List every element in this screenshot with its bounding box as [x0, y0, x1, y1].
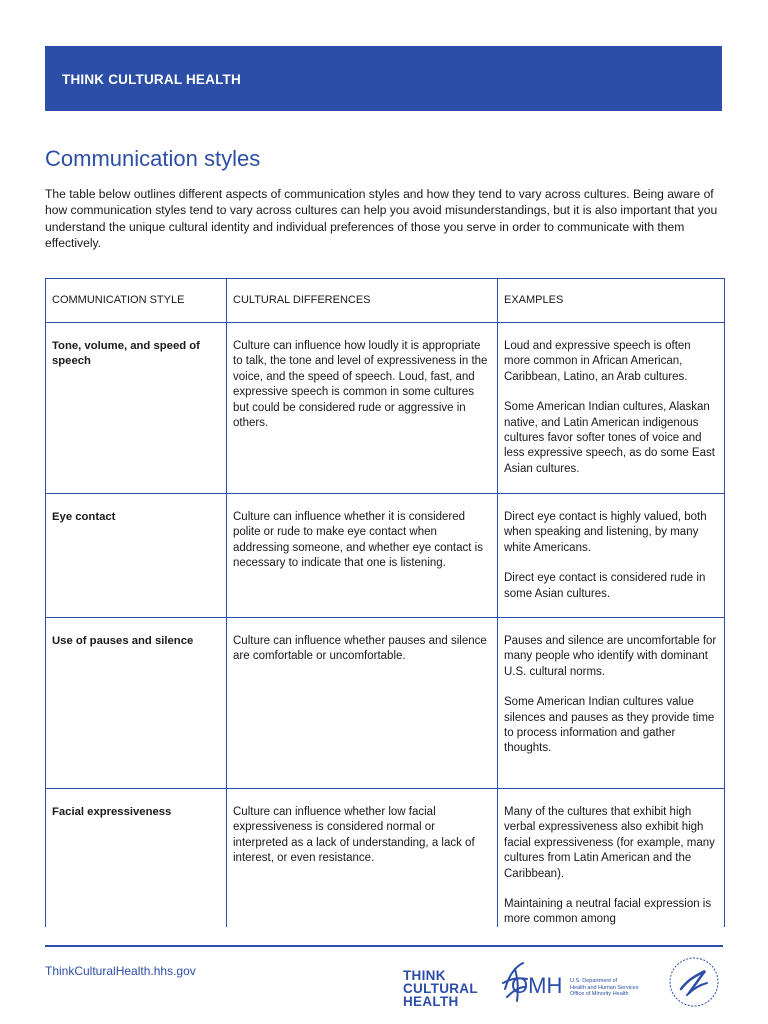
- differences-cell: Culture can influence whether it is considered polite or rude to make eye contact when addressing someone, and whether eye contact is necessary to indicate that one is listening.: [227, 494, 498, 618]
- logo-line: HEALTH: [403, 994, 459, 1009]
- examples-cell: [498, 789, 725, 928]
- example-text: Many of the cultures that exhibit high verbal expressiveness also exhibit high facial expressiveness (for example, many cultures from Latin American and the Caribbean).: [504, 806, 715, 880]
- style-cell: Use of pauses and silence: [46, 618, 227, 789]
- example-text: Some American Indian cultures, Alaskan native, and Latin American indigenous cultures favor softer tones of voice and less expressive speech, as do some East Asian cultures.: [504, 401, 715, 475]
- examples-cell: [498, 618, 725, 789]
- example-text: Loud and expressive speech is often more common in African American, Caribbean, Latino, an Arab cultures.: [504, 340, 691, 383]
- table-row: [46, 323, 725, 494]
- style-cell: Eye contact: [46, 494, 227, 618]
- example-text: Direct eye contact is highly valued, both when speaking and listening, by many white Americans.: [504, 511, 707, 554]
- examples-cell: [498, 494, 725, 618]
- examples-cell: [498, 323, 725, 494]
- hhs-seal-icon: [667, 955, 721, 1009]
- think-cultural-health-logo: [403, 969, 478, 1008]
- style-cell: Facial expressiveness: [46, 789, 227, 928]
- communication-table: [45, 278, 725, 927]
- table-row: [46, 789, 725, 928]
- banner-title: THINK CULTURAL HEALTH: [62, 71, 241, 87]
- example-text: Pauses and silence are uncomfortable for many people who identify with dominant U.S. cultural norms.: [504, 635, 717, 678]
- style-cell: Tone, volume, and speed of speech: [46, 323, 227, 494]
- header-examples: EXAMPLES: [498, 279, 725, 323]
- differences-cell: Culture can influence whether pauses and silence are comfortable or uncomfortable.: [227, 618, 498, 789]
- example-text: Some American Indian cultures value silences and pauses as they provide time to process information and gather thoughts.: [504, 696, 715, 755]
- example-text: Maintaining a neutral facial expression is more common among: [504, 898, 712, 926]
- footer-url-link[interactable]: ThinkCulturalHealth.hhs.gov: [45, 964, 196, 978]
- header-cultural-differences: CULTURAL DIFFERENCES: [227, 279, 498, 323]
- table-header-row: [46, 279, 725, 323]
- omh-line: Health and Human Services: [570, 984, 639, 991]
- differences-cell: Culture can influence whether low facial expressiveness is considered normal or interpreted as a lack of understanding, a lack of interest, or even resistance.: [227, 789, 498, 928]
- omh-caption: [570, 978, 638, 998]
- omh-line: Office of Minority Health: [570, 991, 629, 997]
- logo-line: CULTURAL: [403, 981, 478, 996]
- header-communication-style: COMMUNICATION STYLE: [46, 279, 227, 323]
- example-text: Direct eye contact is considered rude in some Asian cultures.: [504, 572, 706, 600]
- omh-line: U.S. Department of: [570, 978, 618, 984]
- intro-paragraph: The table below outlines different aspects of communication styles and how they tend to vary across cultures. Being aware of how communication styles tend to vary across cultures can help you avoid misunderstandings, but it is also important that you understand the unique cultural identity and individual preferences of those you serve in order to communicate with them effectively.: [45, 187, 718, 250]
- table-row: [46, 494, 725, 618]
- footer-divider: [45, 945, 723, 947]
- logo-line: THINK: [403, 968, 446, 983]
- page-title: Communication styles: [45, 146, 261, 171]
- differences-cell: Culture can influence how loudly it is appropriate to talk, the tone and level of expressiveness in the voice, and the speed of speech. Loud, fast, and expressive speech is common in some cultures but could be considered rude or aggressive in others.: [227, 323, 498, 494]
- omh-mark: OMH: [511, 973, 563, 998]
- table-row: [46, 618, 725, 789]
